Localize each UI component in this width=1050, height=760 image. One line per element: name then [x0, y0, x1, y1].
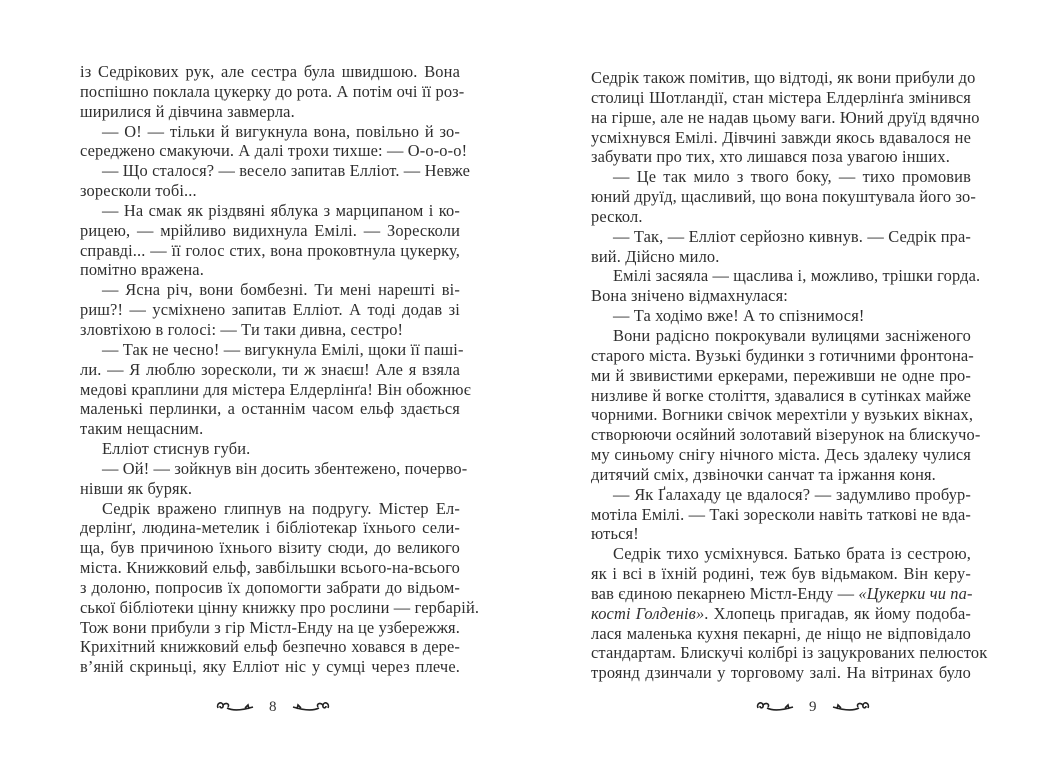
page-folio-left: [215, 697, 331, 717]
text-line: на гірше, але не надав цьому ваги. Юний друїд вдячно: [591, 107, 980, 127]
text-line: таким нещасним.: [80, 419, 204, 439]
text-line: Крихітний книжковий ельф безпечно ховався в дере-: [80, 637, 460, 657]
right-page: [525, 0, 1050, 760]
text-line: зоресколи тобі...: [80, 181, 197, 201]
right-page-text: [591, 68, 988, 683]
text-line: — Ой! — зойкнув він досить збентежено, почерво-: [102, 458, 468, 478]
left-page-text: [80, 62, 480, 677]
text-line: забувати про тих, хто лишався поза увагою інших.: [591, 147, 950, 167]
ornament-right-icon: [289, 700, 331, 714]
text-line: ли. — Я люблю зоресколи, ти ж знаєш! Але я взяла: [80, 359, 460, 379]
text-line: — На смак як різдвяні яблука з марципаном і ко-: [102, 200, 460, 220]
text-line: стандартам. Блискучі колібрі із зацукрованих пелюсток: [591, 643, 988, 663]
text-line: — Що сталося? — весело запитав Елліот. — Невже: [102, 161, 471, 181]
italic-title: кості Голденів»: [591, 603, 705, 623]
text-line: вав єдиною пекарнею Містл-Енду — «Цукерки чи па-: [591, 583, 973, 603]
text-line: поспішно поклала цукерку до рота. А потім очі її роз-: [80, 81, 465, 101]
text-line: помітно вражена.: [80, 260, 204, 280]
text-line: — О! — тільки й вигукнула вона, повільно й зо-: [102, 121, 460, 141]
text-line: середжено смакуючи. А далі трохи тихше: — О-о-о-о!: [80, 141, 468, 161]
text-line: — Та ходімо вже! А то спізнимося!: [613, 306, 865, 326]
ornament-left-icon: [755, 700, 797, 714]
page-number: 8: [269, 698, 277, 715]
text-line: Вона знічено відмахнулася:: [591, 286, 788, 306]
text-line: рицею, — мрійливо видихнула Емілі. — Зоресколи: [80, 220, 460, 240]
text-line: Вони радісно покрокували вулицями засніженого: [613, 325, 971, 345]
text-line: столиці Шотландії, стан містера Елдерлінґа змінився: [591, 87, 971, 107]
text-line: ми й звивистими еркерами, переживши не одне про-: [591, 365, 971, 385]
text-line: риш?! — усміхнено запитав Елліот. А тоді додав зі: [80, 300, 460, 320]
text-line: старого міста. Вузькі будинки з готичними фронтона-: [591, 345, 974, 365]
text-line: міста. Книжковий ельф, завбільшки всього-на-всього: [80, 558, 460, 578]
text-line: троянд дзинчали у торговому залі. На вітринах було: [591, 663, 971, 683]
text-line: дерлінґ, людина-метелик і бібліотекар їхнього сели-: [80, 518, 460, 538]
ornament-right-icon: [829, 700, 871, 714]
text-line: Елліот стиснув губи.: [102, 439, 251, 459]
text-line: зловтіхою в голосі: — Ти таки дивна, сестро!: [80, 319, 404, 339]
text-line: нівши як буряк.: [80, 478, 193, 498]
text-line: рескол.: [591, 206, 643, 226]
page-number: 9: [809, 698, 817, 715]
text-line: маленькі перлинки, а останнім часом ельф здається: [80, 399, 460, 419]
text-line: юний друїд, щасливий, що вона покуштувала його зо-: [591, 187, 976, 207]
text-line: Седрік тихо усміхнувся. Батько брата із сестрою,: [613, 544, 971, 564]
text-line: ської бібліотеки цінну книжку про рослини — гербарій.: [80, 597, 480, 617]
text-line: Седрік вражено глипнув на подругу. Містер Ел-: [102, 498, 460, 518]
text-line: Седрік також помітив, що відтоді, як вони прибули до: [591, 68, 976, 87]
text-line: — Це так мило з твого боку, — тихо промовив: [613, 167, 971, 187]
text-line: дитячий сміх, дзвіночки санчат та іржання коня.: [591, 464, 936, 484]
text-line: мотіла Емілі. — Такі зоресколи навіть таткові не вда-: [591, 504, 972, 524]
text-line: лася маленька кухня пекарні, де ніщо не відповідало: [591, 623, 971, 643]
text-line: — Так не чесно! — вигукнула Емілі, щоки її паші-: [102, 339, 464, 359]
text-line: — Ясна річ, вони бомбезні. Ти мені нарешті ві-: [102, 280, 460, 300]
italic-title: «Цукерки чи па-: [858, 583, 973, 603]
text-line: вий. Дійсно мило.: [591, 246, 720, 266]
text-line: створюючи осяйний золотавий візерунок на блискучо-: [591, 425, 981, 445]
text-line: з долоню, попросив їх допомогти забрати до відьом-: [80, 577, 460, 597]
text-line: усміхнувся Емілі. Дівчині завжди якось вдавалося не: [591, 127, 971, 147]
text-line: медові краплини для містера Елдерлінґа! Він обожнює: [80, 379, 471, 399]
page-folio-right: [755, 697, 871, 717]
text-line: кості Голденів». Хлопець пригадав, як йому подоба-: [591, 603, 971, 623]
text-line: Емілі засяяла — щаслива і, можливо, трішки горда.: [613, 266, 981, 286]
text-line: справді... — її голос стих, вона проковтнула цукерку,: [80, 240, 460, 260]
text-line: ширилися й дівчина завмерла.: [80, 101, 295, 121]
text-line: як і всі в їхній родині, теж був відьмаком. Він керу-: [591, 564, 971, 584]
text-line: — Як Ґалахаду це вдалося? — задумливо пробур-: [613, 484, 971, 504]
text-line: в’яній скриньці, яку Елліот ніс у сумці через плече.: [80, 657, 460, 677]
text-line: Тож вони прибули з гір Містл-Енду на це узбережжя.: [80, 617, 460, 637]
text-line: ща, був причиною їхнього візиту сюди, до великого: [80, 538, 460, 558]
ornament-left-icon: [215, 700, 257, 714]
text-line: низливе й вогке століття, здавалися в сутінках майже: [591, 385, 971, 405]
text-line: із Седрікових рук, але сестра була швидшою. Вона: [80, 62, 460, 81]
text-line: му синьому снігу нічного міста. Десь здалеку чулися: [591, 445, 971, 465]
text-line: чорними. Вогники свічок мерехтіли у вузьких вікнах,: [591, 405, 974, 425]
text-line: — Так, — Елліот серйозно кивнув. — Седрік пра-: [613, 226, 971, 246]
text-line: ються!: [591, 524, 639, 544]
